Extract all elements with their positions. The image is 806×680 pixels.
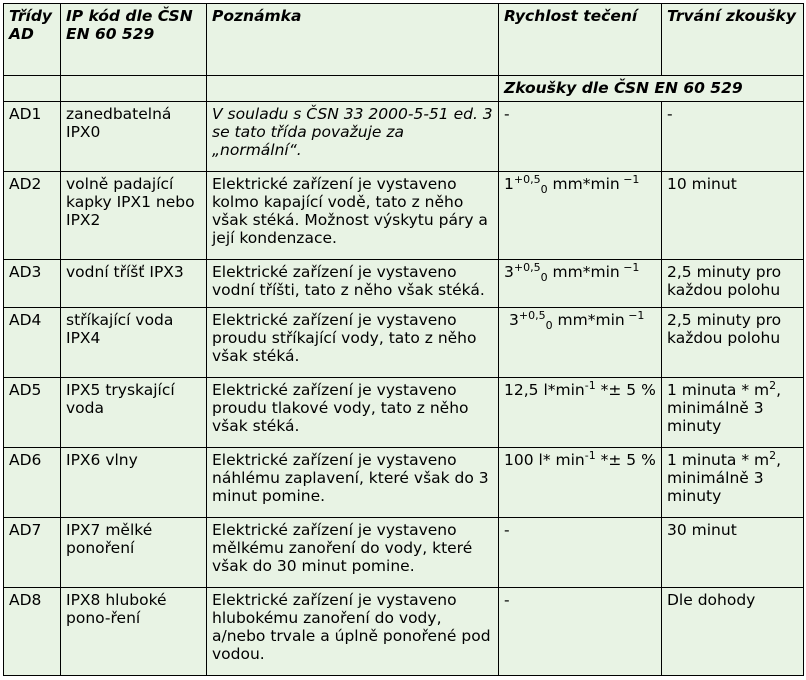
note: Elektrické zařízení je vystaveno hlubokému zanoření do vody, a/nebo trvale a úplně ponořené pod vodou.	[207, 588, 499, 676]
ad-class: AD3	[4, 260, 61, 308]
ad-class: AD7	[4, 518, 61, 588]
ad-class: AD8	[4, 588, 61, 676]
ad-class: AD2	[4, 172, 61, 260]
header-duration: Trvání zkoušky	[662, 4, 804, 76]
duration: 2,5 minuty pro každou polohu	[662, 260, 804, 308]
flow-rate: 12,5 $l*\min^{-1} *\pm 5$ %	[499, 378, 662, 448]
header-flow-rate: Rychlost tečení	[499, 4, 662, 76]
subheader-empty	[207, 76, 499, 102]
subheader-empty	[61, 76, 207, 102]
ip-code: IPX8 hluboké pono-ření	[61, 588, 207, 676]
ip-code: IPX5 tryskající voda	[61, 378, 207, 448]
ip-code: zanedbatelná IPX0	[61, 102, 207, 172]
flow-rate: -	[499, 588, 662, 676]
ip-code: IPX6 vlny	[61, 448, 207, 518]
flow-rate: $3^{+0,5}_0$ mm*min $^{-1}$	[499, 308, 662, 378]
note: Elektrické zařízení je vystaveno mělkému zanoření do vody, které však do 30 minut pomine.	[207, 518, 499, 588]
note: Elektrické zařízení je vystaveno proudu tlakové vody, tato z něho však stéká.	[207, 378, 499, 448]
ad-class: AD6	[4, 448, 61, 518]
ip-code: IPX7 mělké ponoření	[61, 518, 207, 588]
note: Elektrické zařízení je vystaveno vodní tříšti, tato z něho však stéká.	[207, 260, 499, 308]
header-ip-code: IP kód dle ČSN EN 60 529	[61, 4, 207, 76]
duration: Dle dohody	[662, 588, 804, 676]
ip-code: vodní tříšť IPX3	[61, 260, 207, 308]
header-row	[4, 4, 804, 76]
note: Elektrické zařízení je vystaveno proudu stříkající vody, tato z něho však stéká.	[207, 308, 499, 378]
subheader-row	[4, 76, 804, 102]
flow-rate: -	[499, 102, 662, 172]
ad-class: AD4	[4, 308, 61, 378]
table-row	[4, 518, 804, 588]
ad-class: AD1	[4, 102, 61, 172]
flow-rate: $3^{+0,5}_0$ mm*min $^{-1}$	[499, 260, 662, 308]
duration: 10 minut	[662, 172, 804, 260]
note: V souladu s ČSN 33 2000-5-51 ed. 3 se tato třída považuje za „normální“.	[207, 102, 499, 172]
duration: -	[662, 102, 804, 172]
duration: 30 minut	[662, 518, 804, 588]
flow-rate: $1^{+0,5}_0$ mm*min $^{-1}$	[499, 172, 662, 260]
table-row	[4, 102, 804, 172]
subheader-tests: Zkoušky dle ČSN EN 60 529	[499, 76, 804, 102]
ip-code: volně padající kapky IPX1 nebo IPX2	[61, 172, 207, 260]
table-row	[4, 588, 804, 676]
table-row	[4, 172, 804, 260]
duration: 2,5 minuty pro každou polohu	[662, 308, 804, 378]
flow-rate: -	[499, 518, 662, 588]
table-row	[4, 260, 804, 308]
table-row	[4, 378, 804, 448]
table-row	[4, 308, 804, 378]
note: Elektrické zařízení je vystaveno kolmo kapající vodě, tato z něho však stéká. Možnost výskytu páry a její kondenzace.	[207, 172, 499, 260]
table-row	[4, 448, 804, 518]
duration: 1 minuta * $m^2$, minimálně 3 minuty	[662, 378, 804, 448]
subheader-empty	[4, 76, 61, 102]
header-ad-classes: Třídy AD	[4, 4, 61, 76]
note: Elektrické zařízení je vystaveno náhlému zaplavení, které však do 3 minut pomine.	[207, 448, 499, 518]
header-note: Poznámka	[207, 4, 499, 76]
ip-code: stříkající voda IPX4	[61, 308, 207, 378]
ad-class: AD5	[4, 378, 61, 448]
ad-classes-table	[3, 3, 804, 676]
duration: 1 minuta * $m^2$, minimálně 3 minuty	[662, 448, 804, 518]
flow-rate: 100 l* $\min^{-1} *\pm 5$ %	[499, 448, 662, 518]
